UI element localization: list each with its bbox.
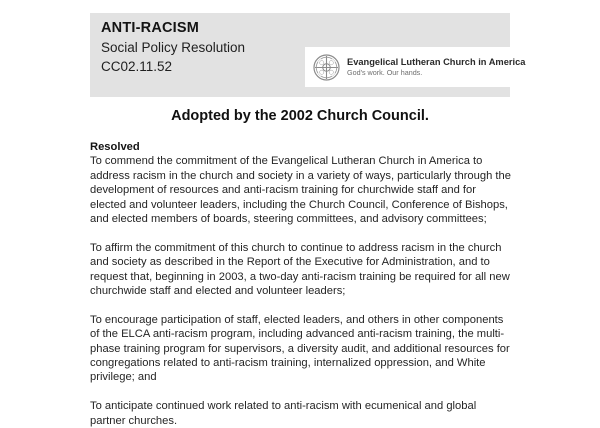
resolution-body bbox=[90, 140, 514, 428]
header-title-block bbox=[101, 19, 311, 76]
page-title: ANTI-RACISM bbox=[101, 20, 200, 36]
resolved-heading: Resolved bbox=[90, 141, 140, 153]
resolution-paragraph: To affirm the commitment of this church to continue to address racism in the church and society as described in the Report of the Executive for Administration, and to request that, beginning in 2003, a two-day anti-racism training be required for all new churchwide staff and elected and volunteer leaders; bbox=[90, 241, 510, 298]
resolution-paragraph: To encourage participation of staff, elected leaders, and others in other components of the ELCA anti-racism program, including advanced anti-racism training, the multi-phase training program for supervisors, a diversity audit, and additional resources for congregations related to anti-racism training, internalized oppression, and White privilege; and bbox=[90, 313, 510, 384]
resolution-paragraph: To commend the commitment of the Evangelical Lutheran Church in America to address racism in the church and society in a variety of ways, particularly through the development of resources and anti-racism training for churchwide staff and for elected and volunteer leaders, including the Church Council, Conference of Bishops, and elected members of boards, steering committees, and advisory committees; bbox=[90, 155, 511, 226]
organization-logo-block bbox=[305, 47, 528, 87]
document-subtitle: Social Policy Resolution bbox=[101, 40, 246, 55]
adopted-title: Adopted by the 2002 Church Council. bbox=[171, 108, 429, 124]
organization-tagline: God's work. Our hands. bbox=[347, 67, 423, 77]
logo-text-block bbox=[347, 57, 525, 78]
resolution-paragraph: To anticipate continued work related to anti-racism with ecumenical and global partner churches. bbox=[90, 400, 477, 427]
organization-name: Evangelical Lutheran Church in America bbox=[347, 56, 526, 67]
document-number: CC02.11.52 bbox=[101, 59, 173, 74]
elca-celtic-cross-emblem-icon bbox=[313, 54, 340, 81]
